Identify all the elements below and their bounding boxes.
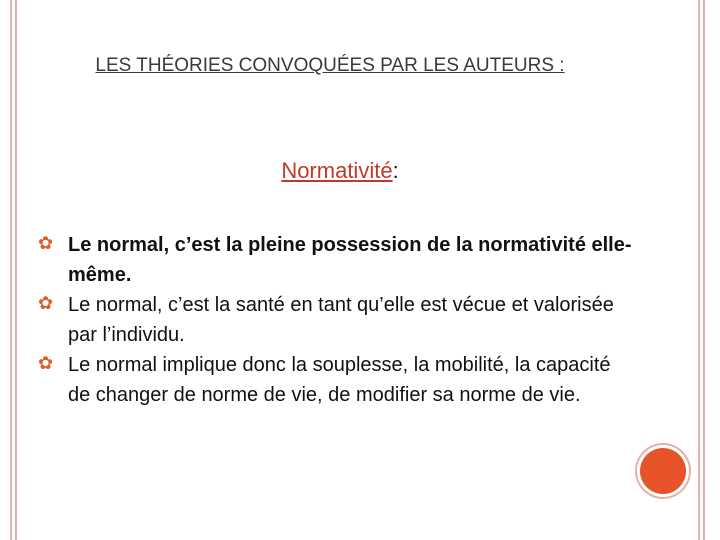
bullet-item: [38, 350, 638, 410]
bullet-text: Le normal implique donc la souplesse, la mobilité, la capacité de changer de norme de vie, de modifier sa norme de vie.: [68, 354, 611, 406]
gear-icon: ✿: [38, 293, 54, 313]
right-border-rail: [698, 0, 700, 540]
subtitle-term: Normativité: [281, 158, 393, 183]
bullet-text: Le normal, c’est la santé en tant qu’elle est vécue et valorisée par l’individu.: [68, 294, 614, 346]
left-border-rail-inner: [15, 0, 17, 540]
right-border-rail-inner: [703, 0, 705, 540]
bullet-item: [38, 230, 638, 290]
bullet-text: Le normal, c’est la pleine possession de la normativité elle-même.: [68, 234, 632, 286]
slide-title: LES THÉORIES CONVOQUÉES PAR LES AUTEURS :: [95, 55, 565, 76]
bullet-item: [38, 290, 638, 350]
subtitle-colon: :: [392, 158, 399, 183]
gear-icon: ✿: [38, 353, 54, 373]
left-border-rail: [10, 0, 12, 540]
bullet-list: [38, 230, 638, 410]
decorative-circle: [640, 448, 686, 494]
slide-subtitle: [0, 156, 680, 186]
gear-icon: ✿: [38, 233, 54, 253]
